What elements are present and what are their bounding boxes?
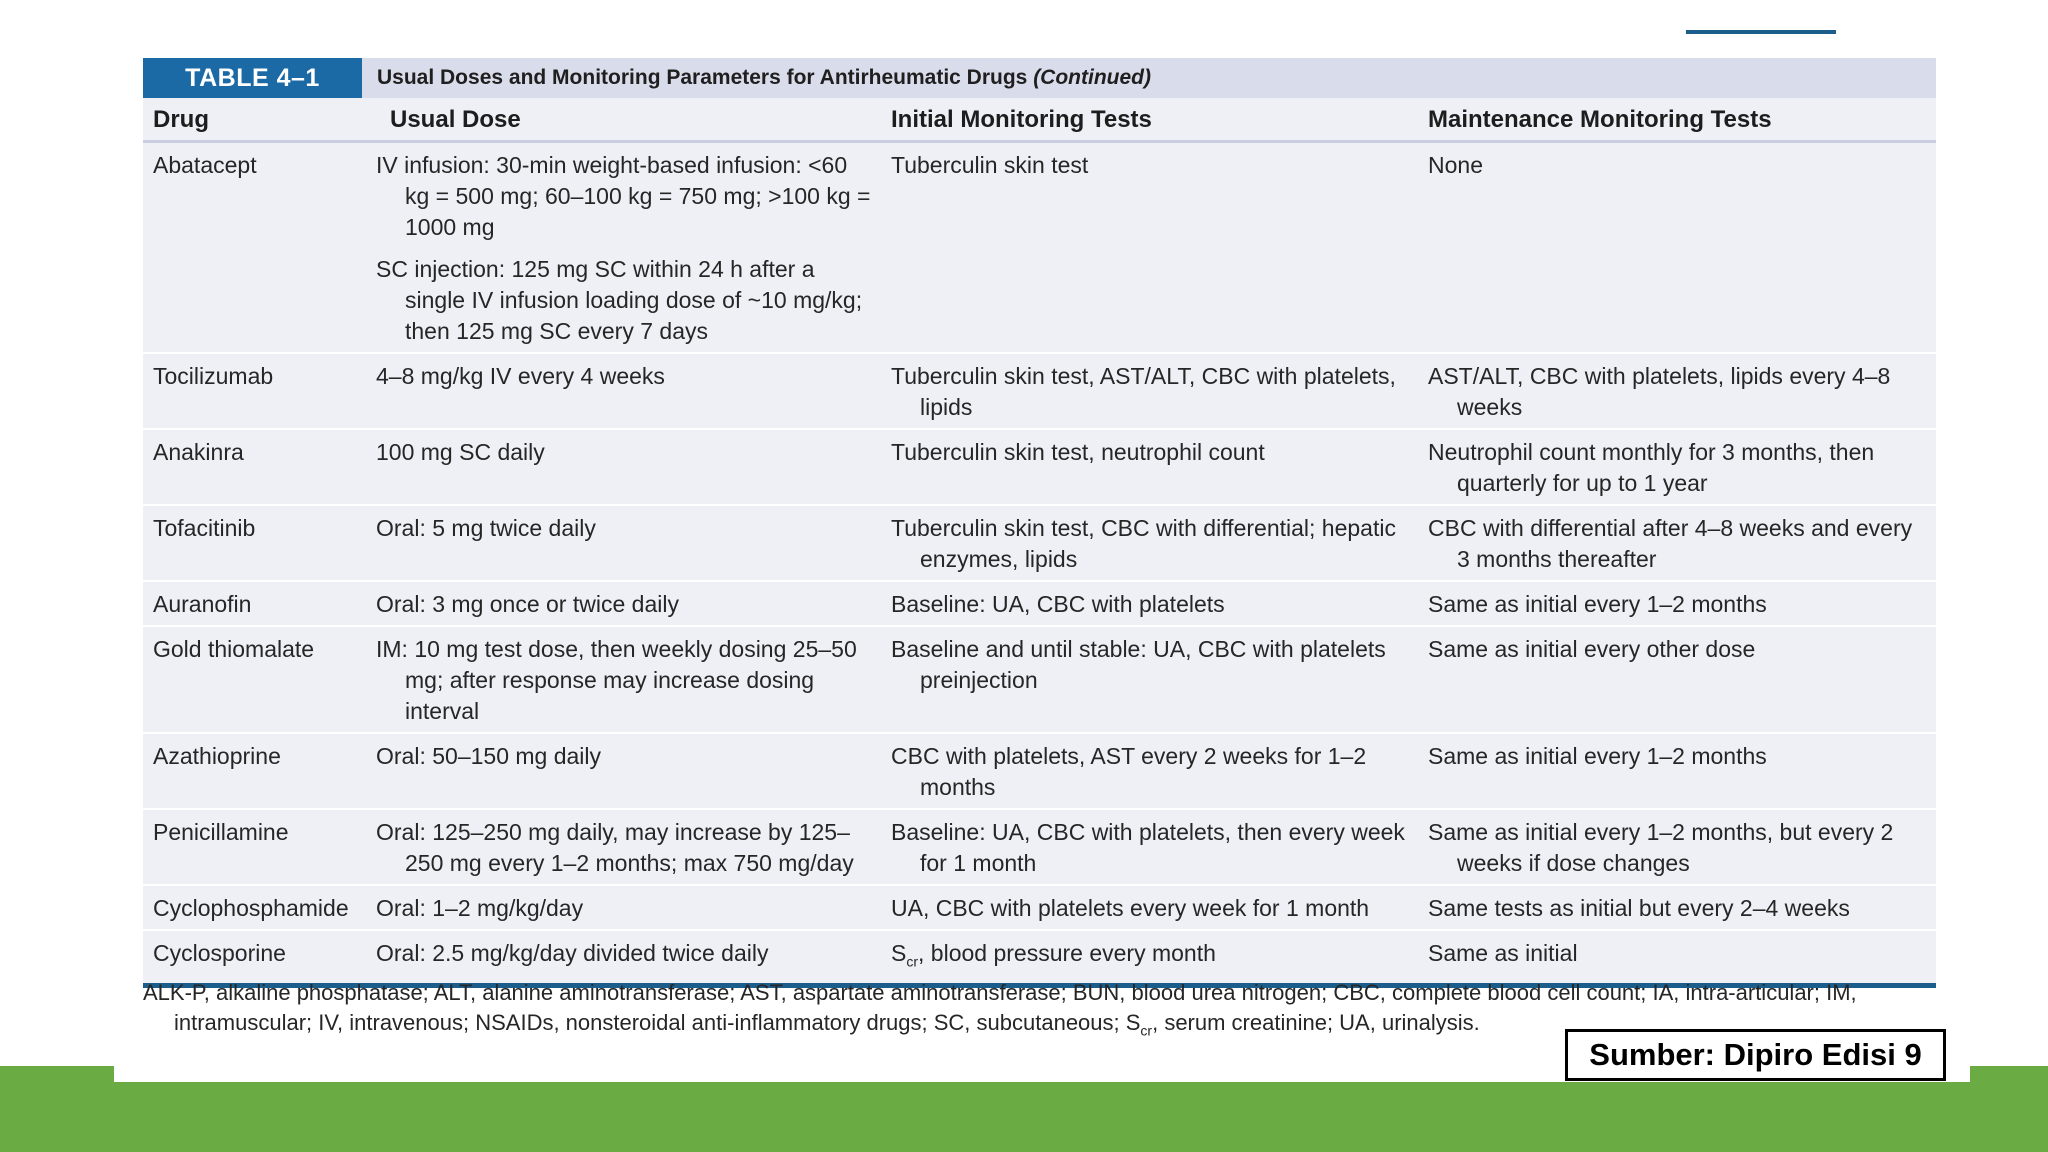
dose-paragraph: Oral: 50–150 mg daily <box>376 743 602 769</box>
maintenance-monitoring-text: Same as initial <box>1428 940 1578 966</box>
cell-usual-dose <box>366 353 881 429</box>
cell-usual-dose <box>366 626 881 733</box>
cell-initial-monitoring <box>881 930 1418 985</box>
cell-usual-dose <box>366 930 881 985</box>
initial-monitoring-text: Tuberculin skin test <box>891 152 1089 178</box>
table-row <box>143 142 1936 354</box>
dose-paragraph: Oral: 5 mg twice daily <box>376 515 596 541</box>
drug-table <box>143 58 1936 988</box>
table-number-label: TABLE 4–1 <box>143 58 362 98</box>
cell-drug: Anakinra <box>143 429 366 505</box>
cell-drug: Gold thiomalate <box>143 626 366 733</box>
cell-maintenance-monitoring <box>1418 581 1936 626</box>
cell-usual-dose <box>366 142 881 354</box>
table-row <box>143 733 1936 809</box>
initial-monitoring-text: Baseline: UA, CBC with platelets, then every week for 1 month <box>891 819 1405 876</box>
footnote-text-part1: ALK-P, alkaline phosphatase; ALT, alanine aminotransferase; AST, aspartate aminotransferase; BUN, blood urea nitrogen; CBC, complete blood cell count; IA, intra-articular; IM, intramuscular; IV, intravenous; NSAIDs, nonsteroidal anti-inflammatory drugs; SC, subcutaneous; S <box>143 980 1857 1035</box>
cell-maintenance-monitoring <box>1418 142 1936 354</box>
cell-initial-monitoring <box>881 142 1418 354</box>
cell-drug: Penicillamine <box>143 809 366 885</box>
initial-monitoring-text: Tuberculin skin test, AST/ALT, CBC with platelets, lipids <box>891 363 1396 420</box>
maintenance-monitoring-text: Same as initial every 1–2 months, but every 2 weeks if dose changes <box>1428 819 1894 876</box>
initial-monitoring-text: Tuberculin skin test, CBC with differential; hepatic enzymes, lipids <box>891 515 1396 572</box>
maintenance-monitoring-text: Same as initial every other dose <box>1428 636 1756 662</box>
column-header-initial-monitoring: Initial Monitoring Tests <box>881 98 1418 142</box>
cell-initial-monitoring <box>881 581 1418 626</box>
column-header-drug: Drug <box>143 98 366 142</box>
top-accent-line <box>1686 30 1836 34</box>
table-row <box>143 626 1936 733</box>
cell-drug: Auranofin <box>143 581 366 626</box>
table-title <box>362 58 1936 98</box>
footnote-subscript: cr <box>1140 1022 1153 1039</box>
cell-initial-monitoring <box>881 885 1418 930</box>
source-citation-box: Sumber: Dipiro Edisi 9 <box>1565 1029 1946 1081</box>
table-title-text: Usual Doses and Monitoring Parameters for Antirheumatic Drugs <box>377 66 1028 89</box>
cell-maintenance-monitoring <box>1418 626 1936 733</box>
table-body <box>143 142 1936 986</box>
cell-maintenance-monitoring <box>1418 930 1936 985</box>
table-header-row <box>143 98 1936 142</box>
initial-monitoring-text: Baseline: UA, CBC with platelets <box>891 591 1225 617</box>
maintenance-monitoring-text: AST/ALT, CBC with platelets, lipids every 4–8 weeks <box>1428 363 1891 420</box>
footnote-text-part2: , serum creatinine; UA, urinalysis. <box>1152 1010 1480 1035</box>
initial-monitoring-text: UA, CBC with platelets every week for 1 month <box>891 895 1370 921</box>
cell-initial-monitoring <box>881 505 1418 581</box>
maintenance-monitoring-text: CBC with differential after 4–8 weeks and every 3 months thereafter <box>1428 515 1913 572</box>
table-row <box>143 581 1936 626</box>
cell-initial-monitoring <box>881 809 1418 885</box>
dose-paragraph: 100 mg SC daily <box>376 439 545 465</box>
footer-green-right-tab <box>1970 1066 2048 1082</box>
cell-usual-dose <box>366 505 881 581</box>
drug-data-table <box>143 98 1936 988</box>
cell-drug: Cyclosporine <box>143 930 366 985</box>
footer-green-band <box>0 1082 2048 1152</box>
dose-paragraph: SC injection: 125 mg SC within 24 h after a single IV infusion loading dose of ~10 mg/kg; then 125 mg SC every 7 days <box>376 256 863 344</box>
cell-initial-monitoring <box>881 429 1418 505</box>
dose-paragraph: IV infusion: 30-min weight-based infusion: <60 kg = 500 mg; 60–100 kg = 750 mg; >100 kg = 1000 mg <box>376 152 871 240</box>
cell-drug: Cyclophosphamide <box>143 885 366 930</box>
table-title-suffix: (Continued) <box>1033 66 1151 89</box>
initial-text-prefix: S <box>891 940 907 966</box>
maintenance-monitoring-text: None <box>1428 152 1483 178</box>
cell-drug: Azathioprine <box>143 733 366 809</box>
initial-text-rest: , blood pressure every month <box>918 940 1216 966</box>
cell-drug: Abatacept <box>143 142 366 354</box>
maintenance-monitoring-text: Neutrophil count monthly for 3 months, then quarterly for up to 1 year <box>1428 439 1875 496</box>
cell-usual-dose <box>366 809 881 885</box>
dose-paragraph: IM: 10 mg test dose, then weekly dosing 25–50 mg; after response may increase dosing interval <box>376 636 857 724</box>
dose-paragraph: Oral: 125–250 mg daily, may increase by 125–250 mg every 1–2 months; max 750 mg/day <box>376 819 854 876</box>
cell-initial-monitoring <box>881 626 1418 733</box>
dose-paragraph: Oral: 3 mg once or twice daily <box>376 591 679 617</box>
cell-drug: Tocilizumab <box>143 353 366 429</box>
cell-maintenance-monitoring <box>1418 809 1936 885</box>
cell-usual-dose <box>366 733 881 809</box>
cell-usual-dose <box>366 581 881 626</box>
initial-monitoring-text: CBC with platelets, AST every 2 weeks for 1–2 months <box>891 743 1367 800</box>
dose-paragraph: 4–8 mg/kg IV every 4 weeks <box>376 363 665 389</box>
maintenance-monitoring-text: Same as initial every 1–2 months <box>1428 591 1767 617</box>
cell-maintenance-monitoring <box>1418 733 1936 809</box>
cell-maintenance-monitoring <box>1418 353 1936 429</box>
table-title-bar <box>143 58 1936 98</box>
cell-maintenance-monitoring <box>1418 885 1936 930</box>
cell-usual-dose <box>366 429 881 505</box>
initial-monitoring-text: Tuberculin skin test, neutrophil count <box>891 439 1265 465</box>
table-row <box>143 885 1936 930</box>
table-row <box>143 505 1936 581</box>
table-row <box>143 353 1936 429</box>
cell-maintenance-monitoring <box>1418 505 1936 581</box>
cell-initial-monitoring <box>881 733 1418 809</box>
table-row <box>143 429 1936 505</box>
initial-monitoring-text: Baseline and until stable: UA, CBC with platelets preinjection <box>891 636 1386 693</box>
cell-drug: Tofacitinib <box>143 505 366 581</box>
maintenance-monitoring-text: Same as initial every 1–2 months <box>1428 743 1767 769</box>
column-header-usual-dose: Usual Dose <box>366 98 881 142</box>
dose-paragraph: Oral: 2.5 mg/kg/day divided twice daily <box>376 940 769 966</box>
cell-initial-monitoring <box>881 353 1418 429</box>
cell-maintenance-monitoring <box>1418 429 1936 505</box>
dose-paragraph: Oral: 1–2 mg/kg/day <box>376 895 584 921</box>
initial-text-subscript: cr <box>906 953 919 970</box>
column-header-maintenance-monitoring: Maintenance Monitoring Tests <box>1418 98 1936 142</box>
table-row <box>143 930 1936 985</box>
footer-green-left-tab <box>0 1066 114 1082</box>
table-row <box>143 809 1936 885</box>
cell-usual-dose <box>366 885 881 930</box>
maintenance-monitoring-text: Same tests as initial but every 2–4 weeks <box>1428 895 1850 921</box>
